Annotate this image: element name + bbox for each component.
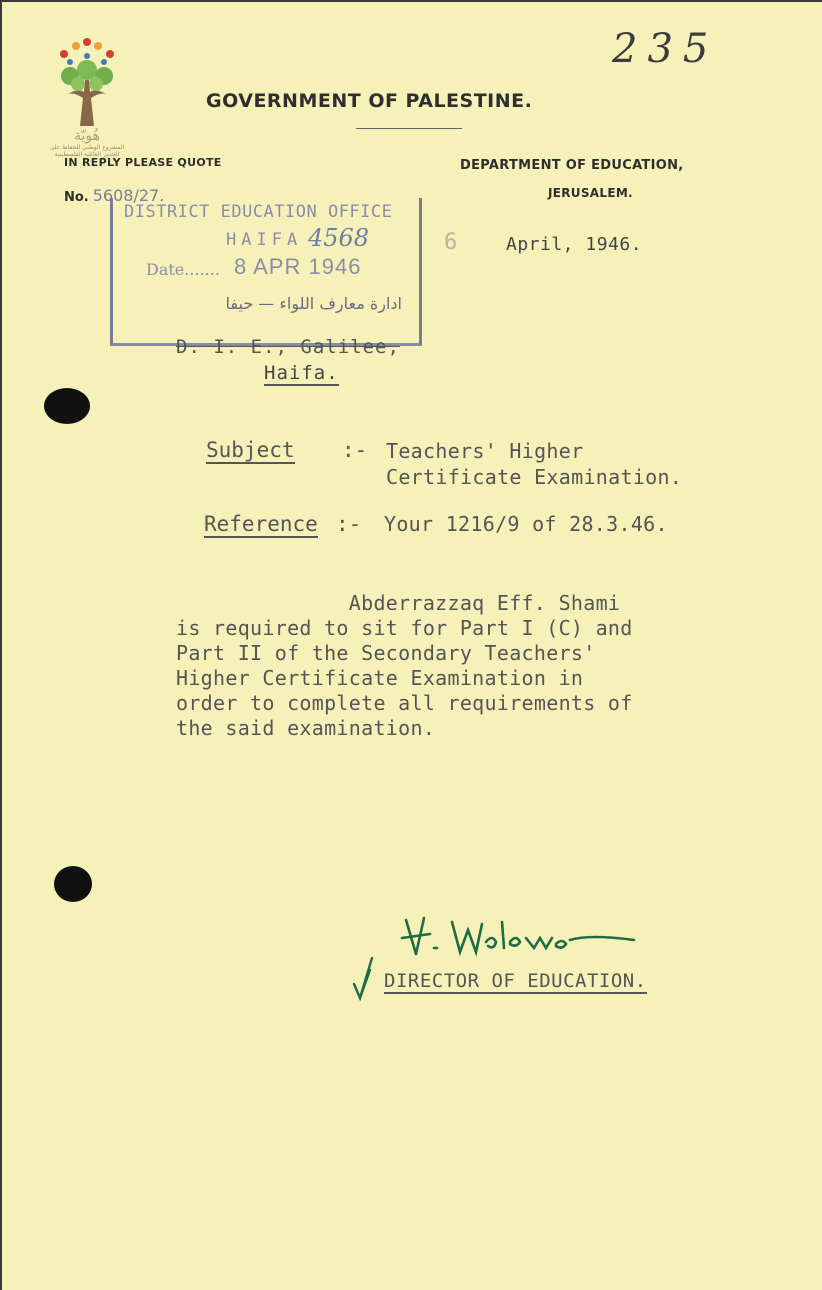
stamp-arabic: ادارة معارف اللواء — حيفا: [225, 294, 402, 313]
addressee-line1-text: D. I. E., Galilee,: [176, 336, 400, 358]
letter-date: April, 1946.: [506, 234, 643, 255]
subject-separator: :-: [342, 438, 368, 462]
handwritten-signature: [394, 912, 644, 962]
initial-mark: [348, 954, 378, 1004]
subject-line1: Teachers' Higher: [386, 439, 584, 463]
stamp-office: DISTRICT EDUCATION OFFICE: [124, 202, 393, 222]
punch-hole: [54, 866, 92, 902]
subject-label: Subject: [206, 438, 295, 462]
reply-quote: IN REPLY PLEASE QUOTE: [64, 156, 222, 169]
stamp-number: 4568: [308, 224, 370, 252]
logo-caption-small: المشروع الوطني للحفاظ على الجذور العائلية الفلسطينية: [49, 144, 125, 158]
addressee-line1: [176, 336, 400, 358]
subject-value: [386, 438, 682, 490]
body-paragraph: Abderrazzaq Eff. Shami is required to sit for Part I (C) and Part II of the Secondary Teachers' Higher Certificate Examination in order to complete all requirements of the said examination.: [176, 591, 633, 740]
title-rule: [356, 128, 462, 129]
signatory-title: DIRECTOR OF EDUCATION.: [384, 970, 647, 992]
government-title: GOVERNMENT OF PALESTINE.: [206, 90, 533, 112]
stamp-date-value: 8 APR 1946: [234, 254, 362, 279]
stamp-date-label: Date.......: [146, 260, 220, 279]
department-name: DEPARTMENT OF EDUCATION,: [460, 158, 684, 173]
department-city: JERUSALEM.: [548, 186, 633, 200]
reference-number-value: 5608/27.: [92, 186, 165, 205]
logo-caption: [42, 128, 132, 158]
folio-number: 235: [612, 26, 719, 72]
subject-line2: Certificate Examination.: [386, 465, 683, 489]
logo-caption-arabic: هُويّة: [73, 128, 101, 144]
addressee-line2: Haifa.: [264, 362, 339, 384]
date-day: 6: [444, 230, 458, 255]
stamp-city: HAIFA: [226, 230, 303, 250]
reference-value: Your 1216/9 of 28.3.46.: [384, 512, 668, 536]
reference-label: Reference: [204, 512, 318, 536]
punch-hole: [44, 388, 90, 424]
reference-number-label: No.: [64, 190, 89, 205]
reference-separator: :-: [336, 512, 362, 536]
tree-people-logo-icon: [50, 36, 124, 128]
